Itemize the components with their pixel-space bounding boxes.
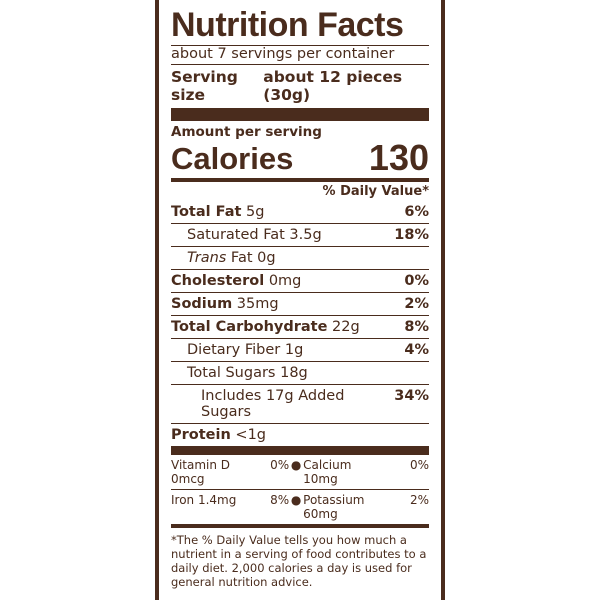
vitamin-row <box>171 455 429 490</box>
nutrient-daily-value: 4% <box>404 342 429 358</box>
nutrient-list <box>171 201 429 446</box>
nutrient-label: Trans <box>187 250 227 266</box>
nutrient-daily-value: 8% <box>404 319 429 335</box>
nutrient-daily-value: 18% <box>394 227 429 243</box>
nutrient-label: Protein <box>171 427 231 443</box>
nutrient-row <box>171 424 429 446</box>
amount-per-serving-label: Amount per serving <box>171 124 322 140</box>
nutrient-label: Total Carbohydrate <box>171 319 328 335</box>
vitamin-row <box>171 490 429 525</box>
nutrient-label: Includes 17g Added Sugars <box>201 388 345 420</box>
nutrient-row <box>171 201 429 223</box>
vitamin-left-name: Vitamin D 0mcg <box>171 458 231 486</box>
nutrient-name <box>171 388 394 420</box>
nutrient-amount: Fat 0g <box>226 250 276 266</box>
calories-row <box>171 137 429 178</box>
page-title: Nutrition Facts <box>171 6 404 44</box>
divider-thick-bottom <box>171 446 429 455</box>
nutrient-amount: 1g <box>280 342 304 358</box>
vitamin-right-pct: 2% <box>389 490 429 525</box>
nutrient-amount: 35mg <box>232 296 279 312</box>
nutrient-amount: 5g <box>241 204 265 220</box>
footnote-text: *The % Daily Value tells you how much a nutrient in a serving of food contributes to a daily diet. 2,000 calories a day is used for general nutrition advice. <box>171 533 427 590</box>
bullet-icon: ● <box>290 458 302 472</box>
nutrient-label: Dietary Fiber <box>187 342 281 358</box>
divider-thick-top <box>171 108 429 121</box>
vitamin-right-pct: 0% <box>409 458 429 472</box>
vitamin-right-name: Potassium 60mg <box>303 490 389 525</box>
nutrient-name <box>171 250 276 266</box>
vitamin-left-pct: 8% <box>249 490 289 525</box>
nutrient-amount: <1g <box>230 427 267 443</box>
nutrient-label: Saturated Fat <box>187 227 285 243</box>
nutrient-row <box>171 293 429 315</box>
nutrient-amount: 3.5g <box>284 227 322 243</box>
vitamin-left-name: Iron 1.4mg <box>171 490 249 525</box>
nutrient-name <box>171 296 279 312</box>
calories-label: Calories <box>171 141 294 177</box>
nutrient-name <box>171 342 303 358</box>
nutrient-daily-value: 2% <box>404 296 429 312</box>
nutrient-daily-value: 34% <box>394 388 429 404</box>
nutrient-row <box>171 316 429 338</box>
daily-value-header: % Daily Value* <box>322 184 429 199</box>
nutrient-amount: 0mg <box>264 273 302 289</box>
nutrient-row <box>171 270 429 292</box>
vitamins-table <box>171 455 429 524</box>
nutrient-amount: 18g <box>275 365 308 381</box>
nutrient-label: Cholesterol <box>171 273 265 289</box>
serving-size-value: about 12 pieces (30g) <box>263 68 403 104</box>
vitamin-right-name: Calcium 10mg <box>303 458 352 486</box>
calories-value: 130 <box>368 137 429 178</box>
serving-size-label: Serving size <box>171 68 238 104</box>
nutrition-facts-panel <box>155 0 445 600</box>
nutrient-amount: 22g <box>327 319 360 335</box>
nutrient-label: Total Sugars <box>187 365 276 381</box>
nutrient-name <box>171 365 308 381</box>
nutrient-row <box>171 385 429 423</box>
nutrient-name <box>171 427 266 443</box>
serving-size-row <box>171 65 429 108</box>
nutrient-row <box>171 224 429 246</box>
servings-per-container: about 7 servings per container <box>171 46 395 62</box>
bullet-icon: ● <box>289 490 303 525</box>
nutrient-row <box>171 247 429 269</box>
nutrient-name <box>171 227 322 243</box>
nutrient-daily-value: 6% <box>404 204 429 220</box>
nutrient-name <box>171 204 264 220</box>
nutrient-name <box>171 319 360 335</box>
nutrient-row <box>171 362 429 384</box>
nutrient-name <box>171 273 301 289</box>
nutrient-daily-value: 0% <box>404 273 429 289</box>
nutrient-row <box>171 339 429 361</box>
nutrient-label: Sodium <box>171 296 233 312</box>
nutrient-label: Total Fat <box>171 204 242 220</box>
vitamin-left-pct: 0% <box>270 458 290 472</box>
